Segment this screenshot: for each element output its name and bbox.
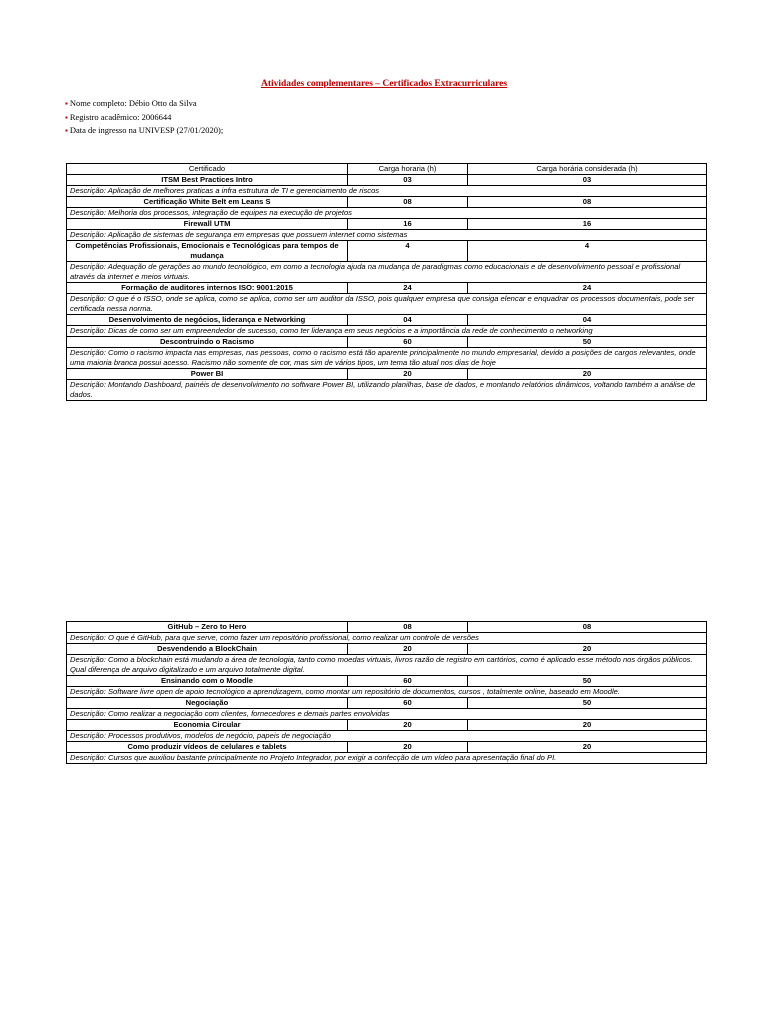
considered-hours-value: 04 xyxy=(468,315,707,326)
hours-value: 20 xyxy=(348,644,468,655)
table-row xyxy=(67,676,707,687)
certificates-table-2 xyxy=(66,621,707,764)
certificate-description: Descrição: Aplicação de melhores praticas a infra estrutura de TI e gerenciamento de riscos xyxy=(67,186,707,197)
certificate-name: ITSM Best Practices Intro xyxy=(67,175,348,186)
certificate-description: Descrição: Processos produtivos, modelos de negócio, papeis de negociação xyxy=(67,731,707,742)
certificate-description: Descrição: Melhoria dos processos, integração de equipes na execução de projetos xyxy=(67,208,707,219)
page-title: Atividades complementares – Certificados Extracurriculares xyxy=(260,79,508,89)
considered-hours-value: 08 xyxy=(468,197,707,208)
certificate-name: Negociação xyxy=(67,698,348,709)
considered-hours-value: 03 xyxy=(468,175,707,186)
description-row xyxy=(67,348,707,369)
certificate-description: Descrição: Como realizar a negociação com clientes, fornecedores e demais partes envolvidas xyxy=(67,709,707,720)
hours-value: 16 xyxy=(348,219,468,230)
description-row xyxy=(67,326,707,337)
certificates-table-1 xyxy=(66,163,707,401)
table-row xyxy=(67,175,707,186)
description-row xyxy=(67,380,707,401)
description-row xyxy=(67,633,707,644)
hours-value: 04 xyxy=(348,315,468,326)
table-header-row xyxy=(67,164,707,175)
description-row xyxy=(67,230,707,241)
info-line: ▪ Data de ingresso na UNIVESP (27/01/2020); xyxy=(65,125,224,135)
certificate-name: Firewall UTM xyxy=(67,219,348,230)
hours-value: 08 xyxy=(348,622,468,633)
description-row xyxy=(67,186,707,197)
hours-value: 60 xyxy=(348,676,468,687)
considered-hours-value: 4 xyxy=(468,241,707,262)
table-row xyxy=(67,742,707,753)
considered-hours-value: 20 xyxy=(468,720,707,731)
header-hours: Carga horaria (h) xyxy=(348,164,468,175)
certificate-description: Descrição: Dicas de como ser um empreendedor de sucesso, como ter liderança em seus negócios e a importância da rede de conhecimento o networking xyxy=(67,326,707,337)
description-row xyxy=(67,262,707,283)
table-row xyxy=(67,219,707,230)
hours-value: 4 xyxy=(348,241,468,262)
considered-hours-value: 20 xyxy=(468,644,707,655)
considered-hours-value: 16 xyxy=(468,219,707,230)
considered-hours-value: 20 xyxy=(468,742,707,753)
considered-hours-value: 20 xyxy=(468,369,707,380)
hours-value: 24 xyxy=(348,283,468,294)
hours-value: 20 xyxy=(348,369,468,380)
considered-hours-value: 50 xyxy=(468,337,707,348)
considered-hours-value: 50 xyxy=(468,676,707,687)
hours-value: 03 xyxy=(348,175,468,186)
certificate-description: Descrição: Aplicação de sistemas de segurança em empresas que possuem internet como sistemas xyxy=(67,230,707,241)
certificate-description: Descrição: O que é o ISSO, onde se aplica, como se aplica, como ser um auditor da ISSO, pois qualquer empresa que consiga elencar e enquadrar os processos documentais, pode ser certificada nessa norma. xyxy=(67,294,707,315)
academic-record: Registro acadêmico: 2006644 xyxy=(69,111,172,122)
full-name: Nome completo: Débio Otto da Silva xyxy=(69,98,197,108)
student-info xyxy=(65,97,223,138)
description-row xyxy=(67,208,707,219)
hours-value: 20 xyxy=(348,742,468,753)
considered-hours-value: 08 xyxy=(468,622,707,633)
certificate-description: Descrição: O que é GitHub, para que serve, como fazer um repositório profissional, como realizar um controle de versões xyxy=(67,633,707,644)
certificate-name: Descontruindo o Racismo xyxy=(67,337,348,348)
description-row xyxy=(67,294,707,315)
description-row xyxy=(67,687,707,698)
table-row xyxy=(67,197,707,208)
considered-hours-value: 50 xyxy=(468,698,707,709)
hours-value: 60 xyxy=(348,337,468,348)
description-row xyxy=(67,731,707,742)
certificate-description: Descrição: Adequação de gerações ao mundo tecnológico, em como a tecnologia ajuda na mudança de paradigmas como educacionais e de desenvolvimento pessoal e profissional através da internet e meios virtuais. xyxy=(67,262,707,283)
certificate-name: GitHub – Zero to Hero xyxy=(67,622,348,633)
certificate-name: Power BI xyxy=(67,369,348,380)
description-row xyxy=(67,655,707,676)
certificate-description: Descrição: Como o racismo impacta nas empresas, nas pessoas, como o racismo está tão aparente principalmente no mundo empresarial, devido a posições de cargos relevantes, onde uma maioria branca possui acesso. Racismo não somente de cor, mas sim de vários tipos, um tema tão atual nos dias de hoje xyxy=(67,348,707,369)
table-row xyxy=(67,720,707,731)
hours-value: 60 xyxy=(348,698,468,709)
certificate-name: Desenvolvimento de negócios, liderança e Networking xyxy=(67,315,348,326)
table-row xyxy=(67,241,707,262)
certificate-description: Descrição: Montando Dashboard, painéis de desenvolvimento no software Power BI, utilizando planilhas, base de dados, e montando relatórios dinâmicos, voltando também a análise de dados. xyxy=(67,380,707,401)
certificate-description: Descrição: Como a blockchain está mudando a área de tecnologia, tanto como moedas virtuais, livros razão de registro em cartórios, como é aplicado esse método nos órgãos públicos. Qual diferença de arquivo digitalizado e um arquivo totalmente digital. xyxy=(67,655,707,676)
info-line: ▪ Registro acadêmico: 2006644 xyxy=(65,111,172,122)
table-row xyxy=(67,369,707,380)
table-row xyxy=(67,315,707,326)
enrollment-date: Data de ingresso na UNIVESP (27/01/2020); xyxy=(69,125,224,135)
considered-hours-value: 24 xyxy=(468,283,707,294)
certificate-name: Economia Circular xyxy=(67,720,348,731)
certificate-name: Como produzir vídeos de celulares e tablets xyxy=(67,742,348,753)
certificate-description: Descrição: Software livre open de apoio tecnológico a aprendizagem, como montar um repositório de documentos, cursos , totalmente online, baseado em Moodle. xyxy=(67,687,707,698)
header-certificate: Certificado xyxy=(67,164,348,175)
info-line: ▪ Nome completo: Débio Otto da Silva xyxy=(65,98,197,108)
table-row xyxy=(67,698,707,709)
hours-value: 08 xyxy=(348,197,468,208)
certificate-name: Ensinando com o Moodle xyxy=(67,676,348,687)
header-considered: Carga horária considerada (h) xyxy=(468,164,707,175)
certificate-description: Descrição: Cursos que auxiliou bastante principalmente no Projeto Integrador, por exigir a confecção de um vídeo para apresentação final do PI. xyxy=(67,753,707,764)
description-row xyxy=(67,709,707,720)
certificate-name: Formação de auditores internos ISO: 9001:2015 xyxy=(67,283,348,294)
table-row xyxy=(67,644,707,655)
certificate-name: Desvendendo a BlockChain xyxy=(67,644,348,655)
table-row xyxy=(67,622,707,633)
certificate-name: Certificação White Belt em Leans S xyxy=(67,197,348,208)
certificate-name: Competências Profissionais, Emocionais e Tecnológicas para tempos de mudança xyxy=(67,241,348,262)
table-row xyxy=(67,283,707,294)
hours-value: 20 xyxy=(348,720,468,731)
table-row xyxy=(67,337,707,348)
description-row xyxy=(67,753,707,764)
